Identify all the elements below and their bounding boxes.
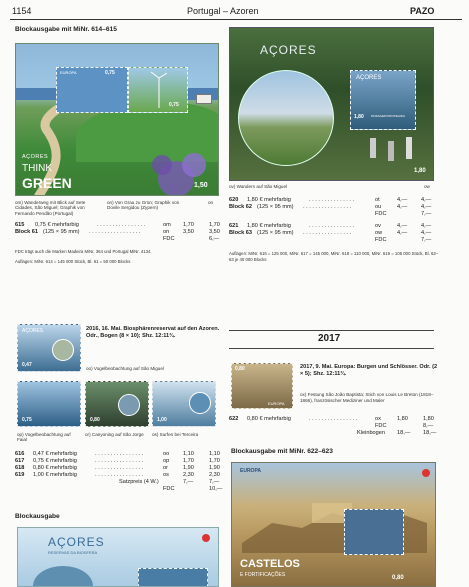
logo-icon: [202, 534, 210, 542]
block-value: 1,50: [194, 182, 208, 189]
stamp-europa: EUROPA 0,75: [56, 67, 128, 113]
caption-oo: oo) Vogelbeobachtung auf São Miguel: [86, 366, 164, 371]
catalog-row: Kleinbogen 18,— 18,—: [357, 430, 437, 436]
catalog-row: 619 1,00 € mehrfarbig . . . . . . . . . . . . . . . . os 2,30 2,30: [15, 472, 220, 478]
catalog-row: 617 0,75 € mehrfarbig . . . . . . . . . . . . . . . . op 1,70 1,70: [15, 458, 220, 464]
catalog-row: Block 61 (125 × 95 mm) . . . . . . . . . . . . . . . . . on 3,50 3,50: [15, 229, 220, 235]
acores-label: AÇORES: [22, 154, 49, 160]
catalog-row: Block 62 (125 × 95 mm) . . . . . . . . . . . . . . . . ou 4,— 4,—: [229, 204, 432, 210]
section-title: Blockausgabe mit MiNr. 614–615: [15, 26, 117, 33]
inner-stamp: [344, 509, 404, 555]
bird-icon: [52, 339, 74, 361]
catalog-row: 621 1,80 € mehrfarbig . . . . . . . . . . . . . . . ov 4,— 4,—: [229, 223, 432, 229]
catalog-row: 616 0,47 € mehrfarbig . . . . . . . . . . . . . . . . oo 1,10 1,10: [15, 451, 220, 457]
catalog-row: FDC 10,—: [163, 486, 223, 492]
issue-heading: 2017, 9. Mai. Europa: Burgen und Schlösser. Odr. (2 × 5); Shz. 12:11¾.: [300, 364, 438, 378]
page-title: Portugal – Azoren: [187, 6, 259, 16]
note-fdc: FDC trägt auch die Marken Madeira MiNr. 364 und Portugal MiNr. 4134.: [15, 249, 152, 254]
stamp-europa-fortress: 0,80 EUROPA: [231, 363, 293, 409]
caption-os: os) Surfen bei Terceira: [152, 432, 199, 437]
catalog-row: 615 0,75 € mehrfarbig . . . . . . . . . . . . . . . . om 1,70 1,70: [15, 222, 220, 228]
caption-ox: ox) Festung São João Baptista; Stich von Louis Le Breton (1818–1866), französischer Mediziner und Maler: [300, 392, 434, 403]
catalog-row: 618 0,80 € mehrfarbig . . . . . . . . . . . . . . . . or 1,90 1,90: [15, 465, 220, 471]
stamp-birdwatching: AÇORES 0,47: [17, 324, 81, 372]
catalog-row: Satzpreis (4 W.) 7,— 7,—: [119, 479, 220, 485]
caption-or: or) Canyoning auf São Jorge: [85, 432, 144, 437]
inner-stamp: AÇORES 1,80 PAISAGEM PROTEGIDA: [350, 70, 416, 130]
green-label: GREEN: [22, 175, 72, 191]
souvenir-sheet-castles: EUROPA CASTELOS E FORTIFICAÇÕES 0,80: [231, 462, 436, 587]
globe-graphic: [33, 566, 93, 587]
section-title: Blockausgabe mit MiNr. 622–623: [231, 448, 333, 455]
catalog-row: FDC 7,—: [375, 237, 432, 243]
issue-heading: 2016, 16. Mai. Biosphärenreservat auf den Azoren. Odr., Bogen (8 × 10); Shz. 12:11¾.: [86, 326, 220, 340]
caption-om: om) Wanderweg mit Blick auf Sete Cidades, São Miguel; Graphik von Fernando Pendão (Portugal): [15, 200, 86, 216]
brand-label: PAZO: [410, 6, 435, 16]
caption-ow-tag: ow: [424, 184, 430, 189]
stamp-surfing: 1,00: [152, 381, 216, 427]
caption-on-tag: on: [208, 200, 214, 205]
header-rule: [10, 19, 462, 20]
circle-landscape: [238, 70, 334, 166]
stamp-grey-to-green: 0,75: [128, 67, 188, 113]
souvenir-sheet-biosphere: AÇORES RESERVAS DA BIOSFERA: [17, 527, 219, 587]
catalog-row: FDC 8,—: [375, 423, 434, 429]
souvenir-sheet-think-green: [15, 43, 219, 196]
think-label: THINK: [22, 163, 52, 174]
page-number: 1154: [12, 6, 32, 16]
souvenir-sheet-acores-hiking: AÇORES AÇORES 1,80 PAISAGEM PROTEGIDA 1,80: [229, 27, 434, 181]
note-print-run: Auflagen: MiNr. 614 = 145 000 Stück, Bl. 61 = 50 000 Blocks: [15, 259, 131, 264]
section-title: Blockausgabe: [15, 513, 60, 520]
note-print-run: Auflagen: MiNr. 616 = 125 000, MiNr. 617 = 145 000, MiNr. 618 = 110 000, MiNr. 619 = 105 000 Stück, Bl. 62–63 je 40 000 Blocks: [229, 251, 439, 262]
logo-icon: [422, 469, 430, 477]
surf-icon: [189, 392, 211, 414]
house-icon: [196, 94, 212, 104]
caption-ov: ov) Wandern auf São Miguel: [229, 184, 288, 189]
stamp-canyoning: 0,80: [85, 381, 149, 427]
caption-op: op) Vogelbeobachtung auf Faial: [17, 432, 71, 443]
catalog-row: 622 0,80 € mehrfarbig . . . . . . . . . . . . . . . . ox 1,80 1,80: [229, 416, 434, 422]
stamp-faial: 0,75: [17, 381, 81, 427]
inner-stamp: [138, 568, 208, 587]
catalog-row: FDC 7,—: [375, 211, 432, 217]
year-rule-top: [229, 330, 434, 331]
canyon-icon: [118, 394, 140, 416]
year-rule-bottom: [229, 348, 434, 349]
catalog-row: Block 63 (125 × 95 mm) . . . . . . . . . . . . . . . . ow 4,— 4,—: [229, 230, 432, 236]
year-heading: 2017: [318, 333, 341, 344]
catalog-row: FDC 6,—: [163, 236, 220, 242]
catalog-row: 620 1,80 € mehrfarbig . . . . . . . . . . . . . . . ot 4,— 4,—: [229, 197, 432, 203]
caption-on: on) Von Grau zu Grün; Graphik von Dovile Sergidou (Zypern): [107, 200, 180, 211]
